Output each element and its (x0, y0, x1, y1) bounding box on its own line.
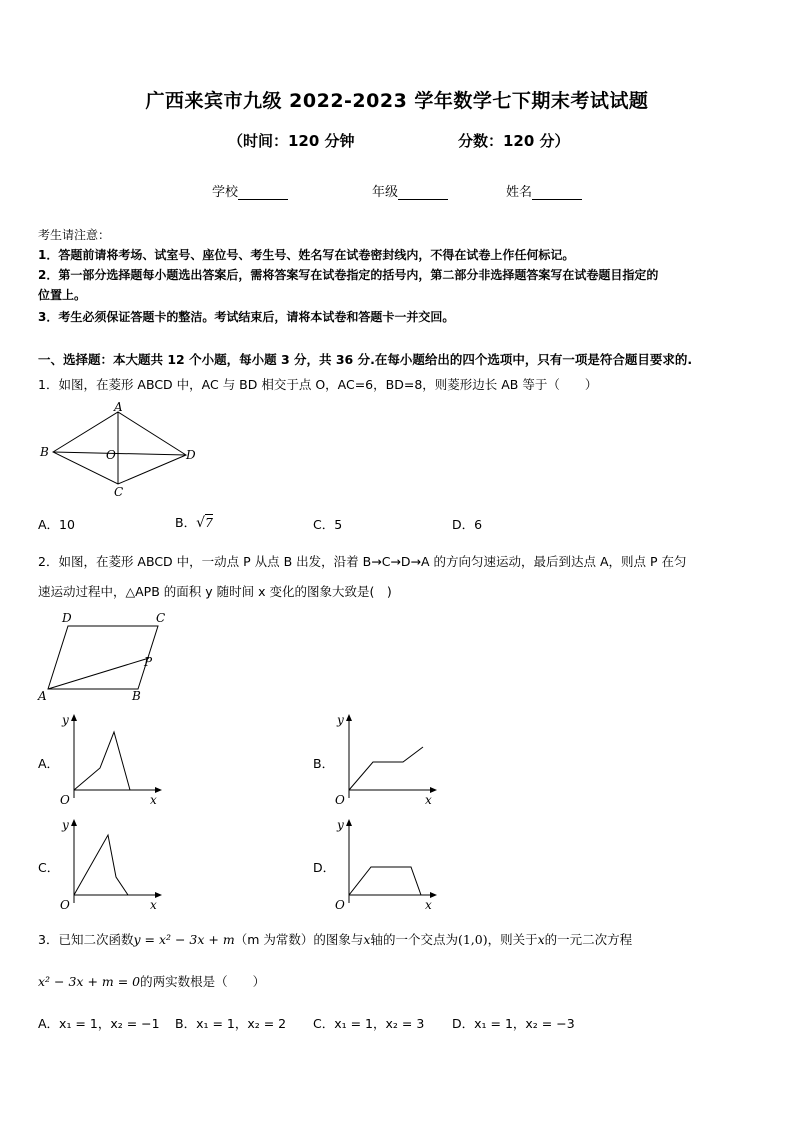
school-field[interactable] (212, 181, 288, 200)
q2-graph-d (333, 815, 443, 913)
grade-field[interactable] (372, 181, 448, 200)
q2-graph-a-y: y (62, 713, 69, 727)
grade-label: 年级 (372, 185, 399, 200)
q3-option-c[interactable]: C．x₁ = 1，x₂ = 3 (313, 1016, 425, 1031)
q2-option-d[interactable]: D． (313, 860, 336, 875)
q2-option-a[interactable]: A． (38, 756, 60, 771)
q2-graph-c-y: y (62, 818, 69, 832)
exam-score: 分数：120 分） (458, 132, 570, 150)
q2-stem-line1: 2．如图，在菱形 ABCD 中，一动点 P 从点 B 出发，沿着 B→C→D→A 的方向匀速运动，最后到达点 A，则点 P 在匀 (38, 554, 687, 569)
q2-graph-c-x: x (150, 898, 157, 912)
q1-label-c: C (114, 485, 124, 498)
note-1: 1．答题前请将考场、试室号、座位号、考生号、姓名写在试卷密封线内，不得在试卷上作任何标记。 (38, 248, 575, 262)
q3-mid: （m 为常数）的图象与 (234, 932, 364, 947)
q3-eq-suffix: 的两实数根是（ ） (140, 974, 266, 989)
q1-option-c[interactable]: C．5 (313, 517, 343, 532)
q2-graph-a (58, 710, 168, 808)
q1-option-b[interactable] (175, 513, 213, 531)
q3-prefix: 3．已知二次函数 (38, 932, 134, 947)
q3-function: y = x² − 3x + m (133, 932, 235, 947)
q2-graph-b (333, 710, 443, 808)
q1-rhombus-figure (36, 400, 206, 498)
q2-graph-a-o: O (60, 793, 70, 807)
exam-title: 广西来宾市九级 2022-2023 学年数学七下期末考试试题 (145, 90, 649, 112)
section-heading: 一、选择题：本大题共 12 个小题，每小题 3 分，共 36 分.在每小题给出的四个选项中，只有一项是符合题目要求的. (38, 352, 693, 367)
q1-label-o: O (106, 448, 116, 462)
q2-label-d: D (62, 611, 72, 625)
q2-graph-c-o: O (60, 898, 70, 912)
exam-time: （时间：120 分钟 (228, 132, 355, 150)
q3-xvar2: x (537, 932, 545, 947)
q2-label-p: P (144, 655, 153, 669)
q3-xvar: x (363, 932, 371, 947)
q3-mid2: 轴的一个交点为 (370, 932, 458, 947)
q1-option-b-value: 7 (205, 515, 213, 530)
notes-heading: 考生请注意： (38, 228, 111, 242)
grade-blank[interactable] (398, 187, 448, 200)
note-2b: 位置上。 (38, 288, 87, 302)
q3-option-b[interactable]: B．x₁ = 1，x₂ = 2 (175, 1016, 287, 1031)
q2-rhombus-figure (36, 606, 176, 706)
q3-point: (1,0) (457, 932, 488, 947)
q3-mid3: ，则关于 (487, 932, 538, 947)
q2-stem-line2: 速运动过程中，△APB 的面积 y 随时间 x 变化的图象大致是( ) (38, 584, 392, 599)
q1-option-a[interactable]: A．10 (38, 517, 75, 532)
q2-label-a: A (38, 689, 47, 703)
q1-option-b-prefix: B． (175, 515, 197, 530)
q3-option-d[interactable]: D．x₁ = 1，x₂ = −3 (452, 1016, 575, 1031)
q3-stem-line2 (38, 972, 265, 990)
name-label: 姓名 (506, 185, 533, 200)
q2-graph-c (58, 815, 168, 913)
school-blank[interactable] (238, 187, 288, 200)
q2-label-c: C (156, 611, 166, 625)
q2-graph-d-x: x (425, 898, 432, 912)
q1-label-b: B (40, 445, 49, 459)
q2-label-b: B (132, 689, 141, 703)
school-label: 学校 (212, 185, 239, 200)
q2-option-b[interactable]: B． (313, 756, 335, 771)
name-blank[interactable] (532, 187, 582, 200)
q3-suffix: 的一元二次方程 (544, 932, 633, 947)
q1-option-d[interactable]: D．6 (452, 517, 483, 532)
q2-option-c[interactable]: C． (38, 860, 60, 875)
q3-stem-line1 (38, 930, 632, 948)
sqrt-sign-icon: √ (196, 515, 205, 531)
q2-graph-b-o: O (335, 793, 345, 807)
q2-graph-b-x: x (425, 793, 432, 807)
q1-label-d: D (186, 448, 196, 462)
q1-label-a: A (114, 400, 123, 414)
q2-graph-d-o: O (335, 898, 345, 912)
q3-option-a[interactable]: A．x₁ = 1，x₂ = −1 (38, 1016, 160, 1031)
q2-graph-b-y: y (337, 713, 344, 727)
q2-graph-a-x: x (150, 793, 157, 807)
q2-graph-d-y: y (337, 818, 344, 832)
name-field[interactable] (506, 181, 582, 200)
q1-stem: 1．如图，在菱形 ABCD 中，AC 与 BD 相交于点 O，AC=6，BD=8，则菱形边长 AB 等于（ ） (38, 377, 598, 392)
note-2a: 2．第一部分选择题每小题选出答案后，需将答案写在试卷指定的括号内，第二部分非选择题答案写在试卷题目指定的 (38, 268, 659, 282)
q3-equation: x² − 3x + m = 0 (38, 974, 141, 989)
note-3: 3．考生必须保证答题卡的整洁。考试结束后，请将本试卷和答题卡一并交回。 (38, 310, 455, 324)
